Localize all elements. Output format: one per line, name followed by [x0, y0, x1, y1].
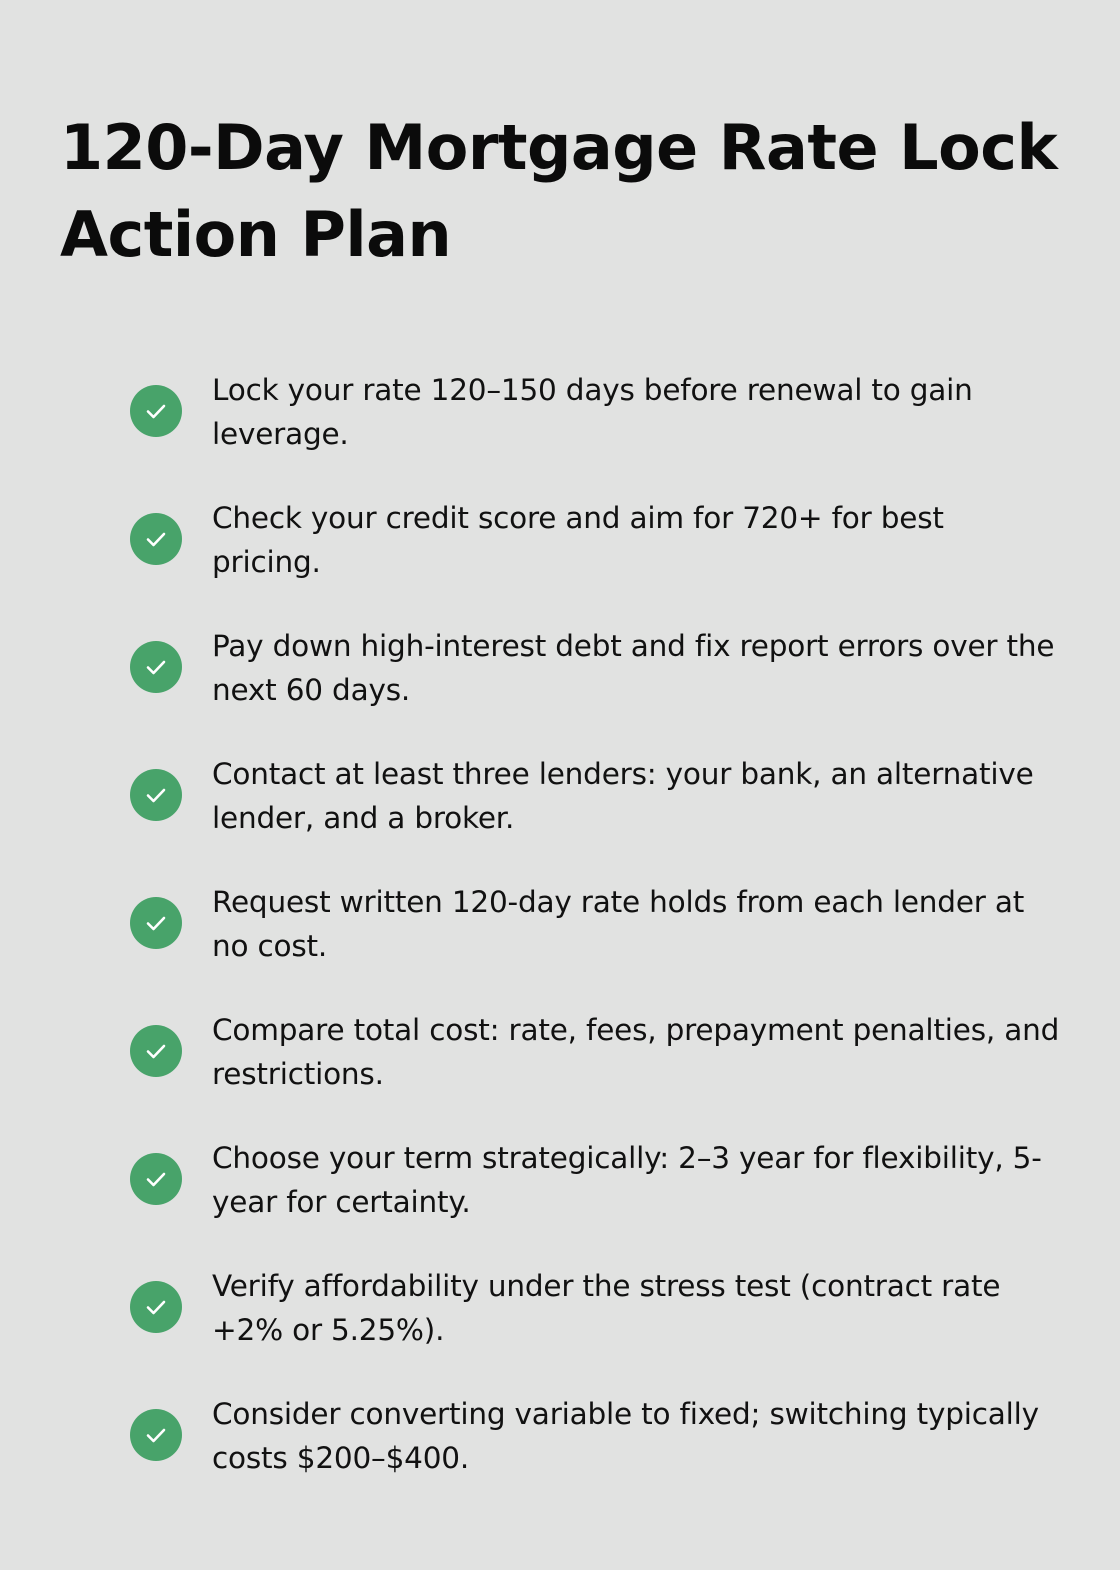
list-item-text: Request written 120-day rate holds from each lender at no cost.	[212, 885, 1025, 963]
list-item	[130, 880, 1060, 1008]
list-item	[130, 624, 1060, 752]
list-item-text: Verify affordability under the stress test (contract rate +2% or 5.25%).	[212, 1269, 1001, 1347]
list-item-text: Lock your rate 120–150 days before renewal to gain leverage.	[212, 373, 973, 451]
list-item-text: Choose your term strategically: 2–3 year for flexibility, 5-year for certainty.	[212, 1141, 1042, 1219]
list-item	[130, 1392, 1060, 1520]
list-item-text: Check your credit score and aim for 720+ for best pricing.	[212, 501, 944, 579]
list-item	[130, 1136, 1060, 1264]
list-item	[130, 1008, 1060, 1136]
checkmark-icon	[130, 641, 182, 693]
list-item	[130, 368, 1060, 496]
checkmark-icon	[130, 1281, 182, 1333]
page-title: 120-Day Mortgage Rate Lock Action Plan	[60, 111, 1058, 271]
checkmark-icon	[130, 513, 182, 565]
list-item-text: Compare total cost: rate, fees, prepayment penalties, and restrictions.	[212, 1013, 1060, 1091]
action-checklist	[130, 368, 1060, 1520]
checkmark-icon	[130, 1153, 182, 1205]
checkmark-icon	[130, 769, 182, 821]
checkmark-icon	[130, 385, 182, 437]
list-item-text: Consider converting variable to fixed; switching typically costs $200–$400.	[212, 1397, 1039, 1475]
list-item	[130, 1264, 1060, 1392]
list-item	[130, 496, 1060, 624]
list-item-text: Pay down high-interest debt and fix report errors over the next 60 days.	[212, 629, 1055, 707]
checkmark-icon	[130, 1409, 182, 1461]
checkmark-icon	[130, 897, 182, 949]
list-item	[130, 752, 1060, 880]
checkmark-icon	[130, 1025, 182, 1077]
list-item-text: Contact at least three lenders: your bank, an alternative lender, and a broker.	[212, 757, 1034, 835]
